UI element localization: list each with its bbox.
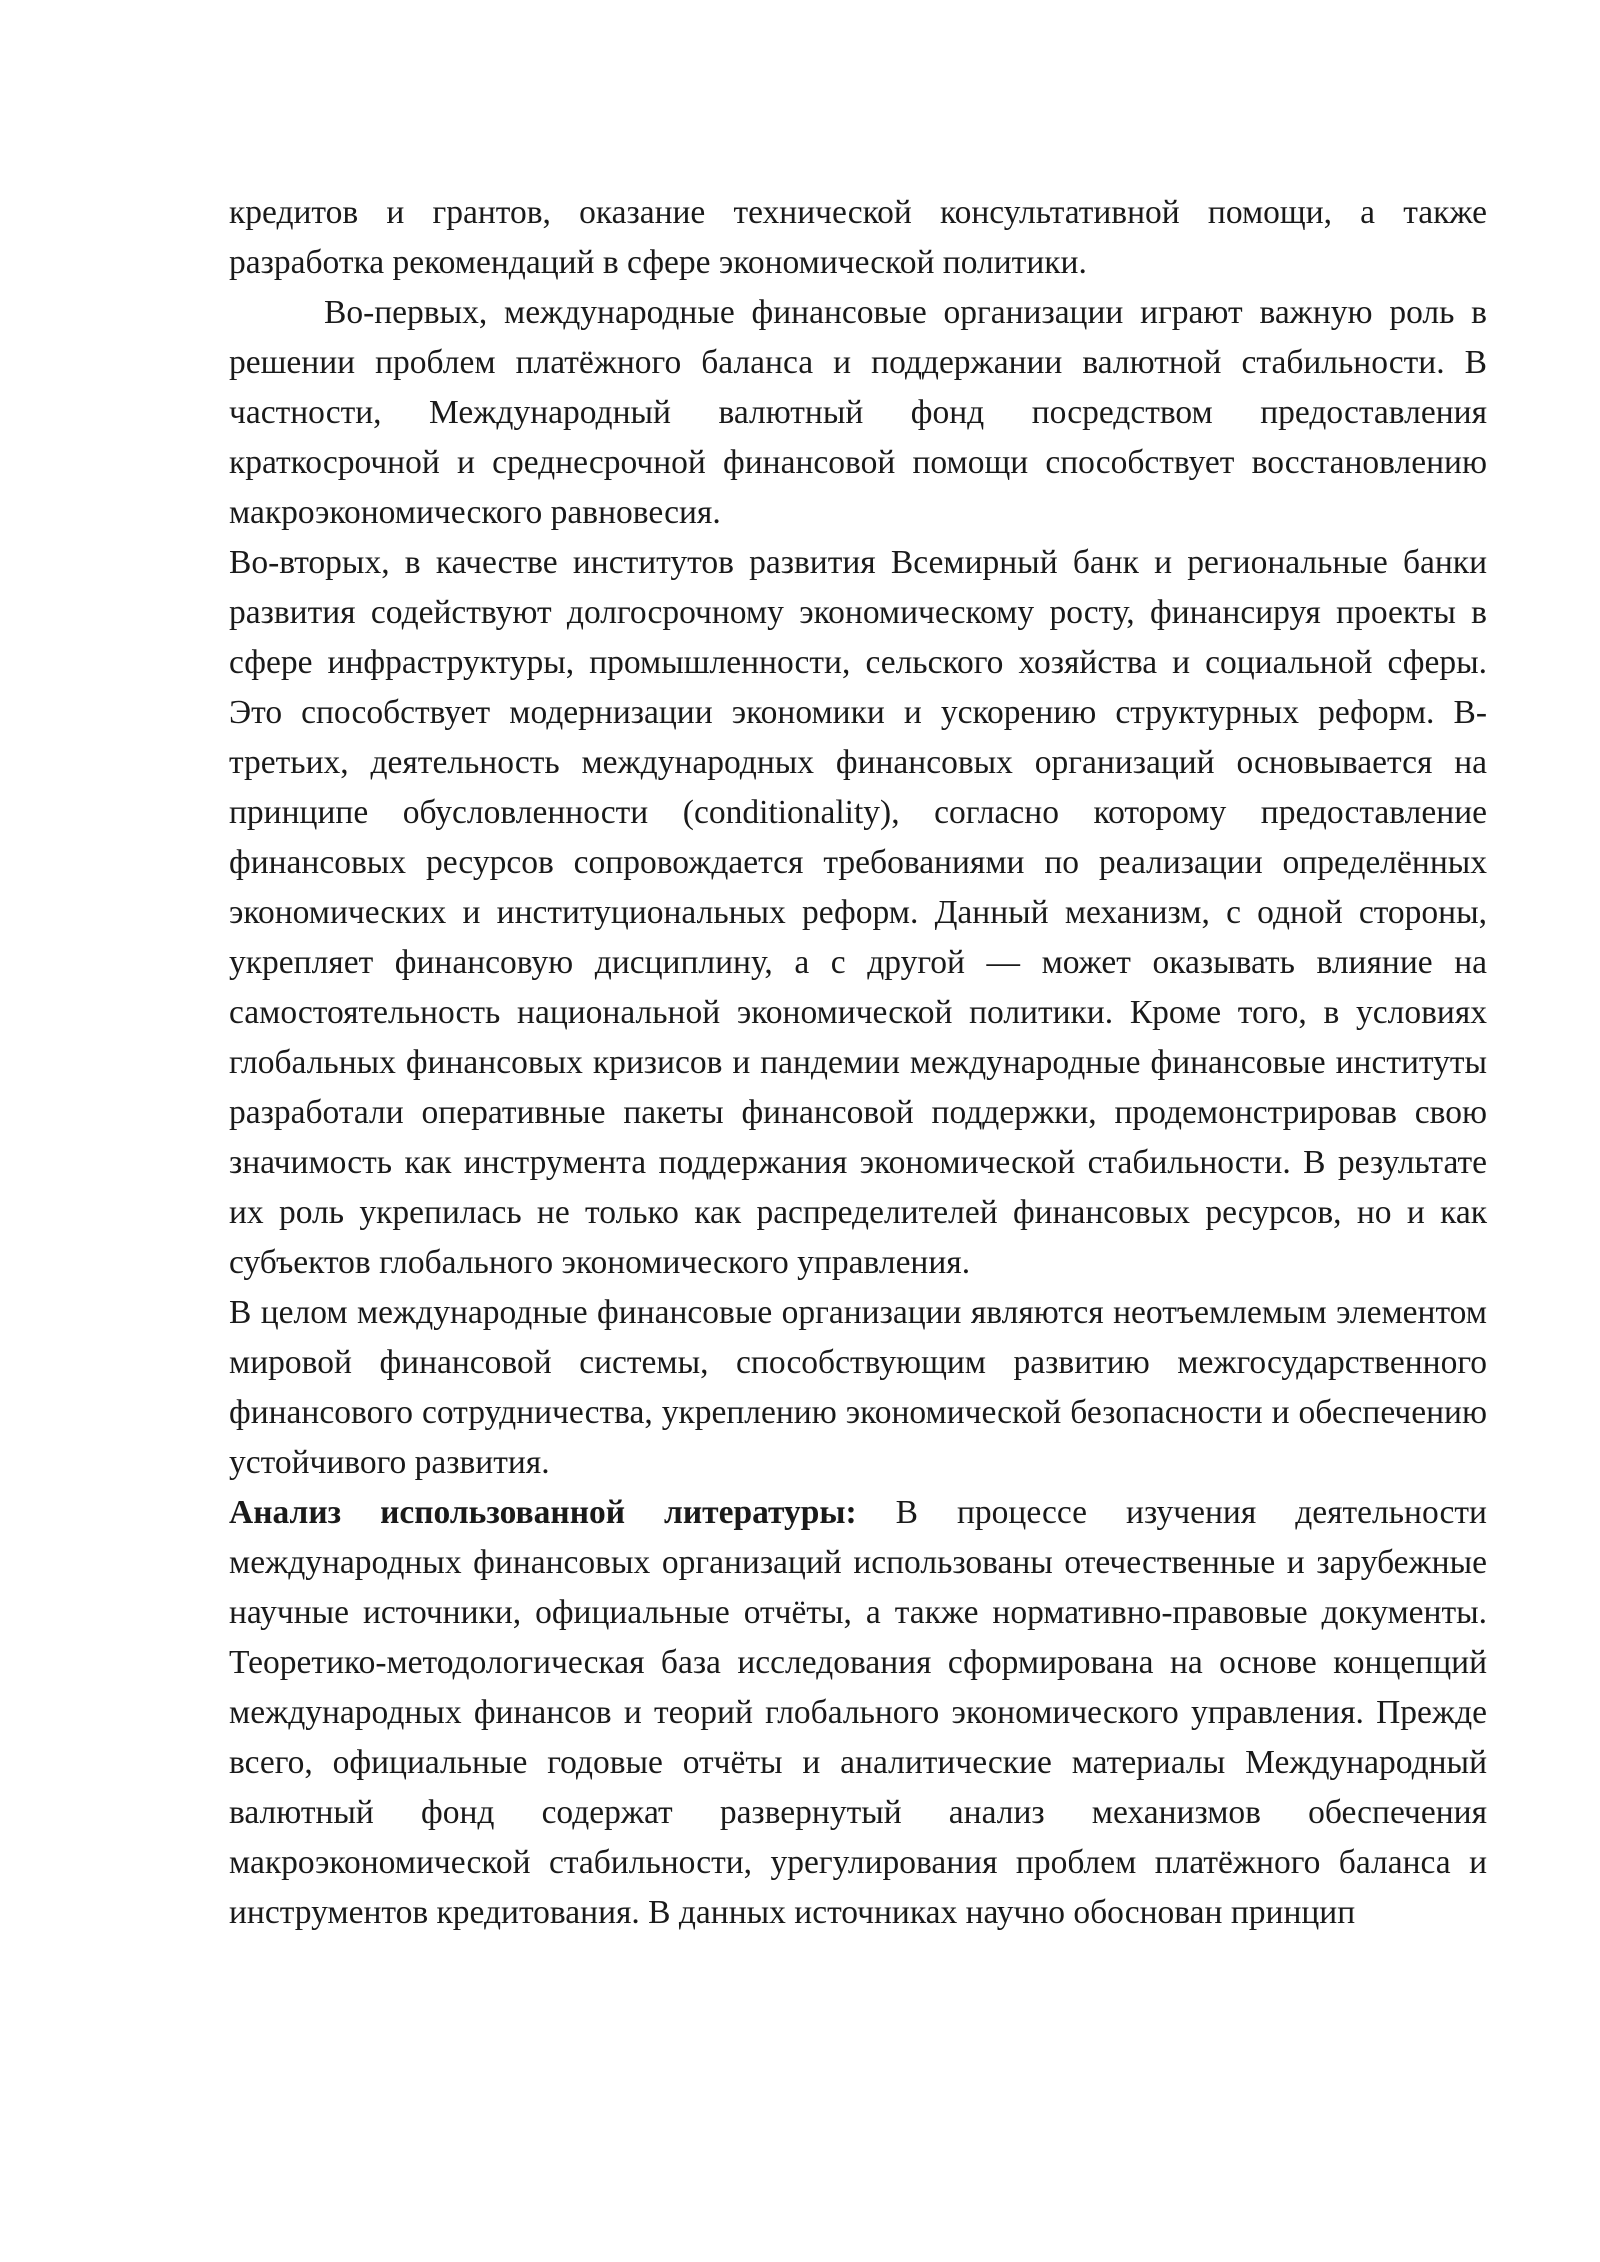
literature-heading: Анализ использованной литературы: — [229, 1494, 857, 1531]
paragraph-literature-analysis — [229, 1488, 1487, 1938]
document-body — [229, 188, 1487, 1938]
paragraph-credits-grants: кредитов и грантов, оказание технической консультативной помощи, а также разработка рекомендаций в сфере экономической политики. — [229, 194, 1487, 281]
literature-text: В процессе изучения деятельности международных финансовых организаций использованы отечественные и зарубежные научные источники, официальные отчёты, а также нормативно-правовые документы. Теоретико-методологическая база исследования сформирована на основе концепций международных финансов и теорий глобального экономического управления. Прежде всего, официальные годовые отчёты и аналитические материалы Международный валютный фонд содержат развернутый анализ механизмов обеспечения макроэкономической стабильности, урегулирования проблем платёжного баланса и инструментов кредитования. В данных источниках научно обоснован принцип — [229, 1494, 1487, 1931]
paragraph-second-development-institutions: Во-вторых, в качестве институтов развития Всемирный банк и региональные банки развития содействуют долгосрочному экономическому росту, финансируя проекты в сфере инфраструктуры, промышленности, сельского хозяйства и социальной сферы. Это способствует модернизации экономики и ускорению структурных реформ. В-третьих, деятельность международных финансовых организаций основывается на принципе обусловленности (conditionality), согласно которому предоставление финансовых ресурсов сопровождается требованиями по реализации определённых экономических и институциональных реформ. Данный механизм, с одной стороны, укрепляет финансовую дисциплину, а с другой — может оказывать влияние на самостоятельность национальной экономической политики. Кроме того, в условиях глобальных финансовых кризисов и пандемии международные финансовые институты разработали оперативные пакеты финансовой поддержки, продемонстрировав свою значимость как инструмента поддержания экономической стабильности. В результате их роль укрепилась не только как распределителей финансовых ресурсов, но и как субъектов глобального экономического управления. — [229, 544, 1487, 1281]
paragraph-first-balance-of-payments: Во-первых, международные финансовые организации играют важную роль в решении проблем платёжного баланса и поддержании валютной стабильности. В частности, Международный валютный фонд посредством предоставления краткосрочной и среднесрочной финансовой помощи способствует восстановлению макроэкономического равновесия. — [229, 294, 1487, 531]
paragraph-conclusion: В целом международные финансовые организации являются неотъемлемым элементом мировой финансовой системы, способствующим развитию межгосударственного финансового сотрудничества, укреплению экономической безопасности и обеспечению устойчивого развития. — [229, 1294, 1487, 1481]
